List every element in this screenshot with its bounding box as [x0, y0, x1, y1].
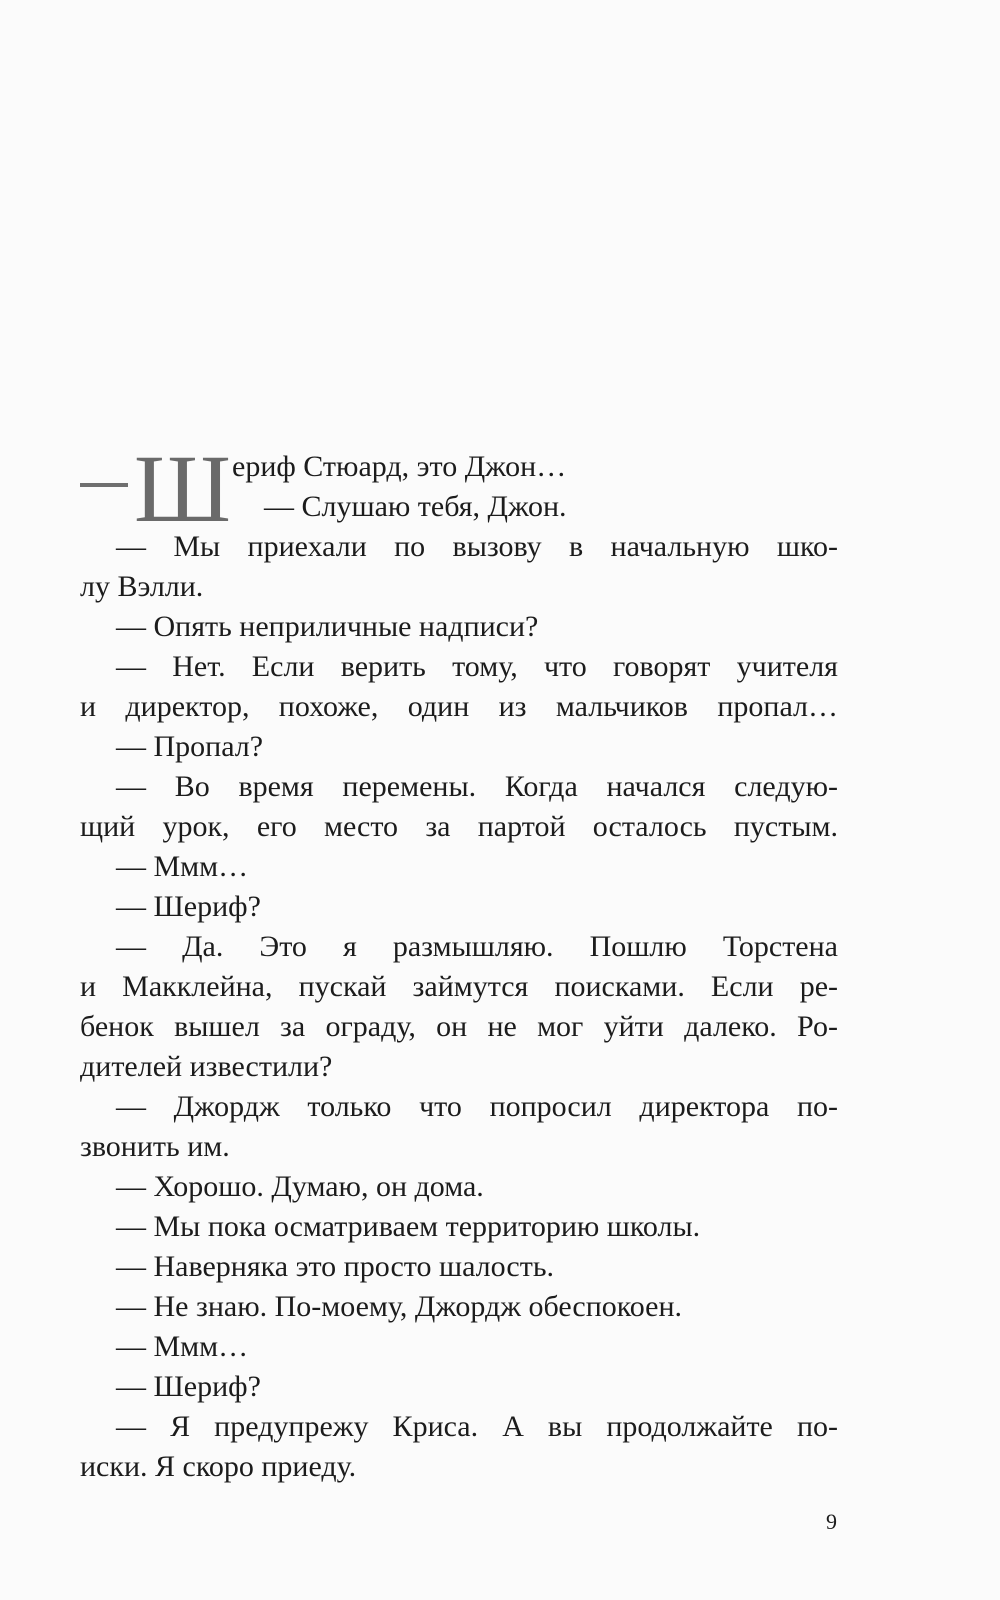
text-line: — Наверняка это просто шалость.	[116, 1250, 555, 1283]
text-line: — Ммм…	[116, 850, 249, 883]
text-line: и Макклейна, пускай займутся поисками. Если ре-	[80, 970, 838, 1003]
text-line: — Да. Это я размышляю. Пошлю Торстена	[116, 930, 838, 963]
text-line: лу Вэлли.	[80, 570, 204, 603]
text-line: иски. Я скоро приеду.	[80, 1450, 357, 1483]
text-line: ериф Стюард, это Джон…	[232, 450, 567, 483]
text-line: щий урок, его место за партой осталось пустым.	[80, 810, 838, 843]
text-line: бенок вышел за ограду, он не мог уйти далеко. Ро-	[80, 1010, 838, 1043]
text-line: — Не знаю. По-моему, Джордж обеспокоен.	[116, 1290, 683, 1323]
page-number: 9	[826, 1509, 837, 1534]
text-line: — Ммм…	[116, 1330, 249, 1363]
text-line: — Нет. Если верить тому, что говорят учителя	[116, 650, 838, 683]
dropcap-letter: Ш	[134, 435, 229, 542]
text-line: — Шериф?	[116, 1370, 261, 1403]
text-line: — Я предупрежу Криса. А вы продолжайте по-	[116, 1410, 838, 1443]
text-line: — Мы приехали по вызову в начальную шко-	[116, 530, 838, 563]
text-line: — Шериф?	[116, 890, 261, 923]
text-line: — Слушаю тебя, Джон.	[264, 490, 567, 523]
text-line: звонить им.	[80, 1130, 230, 1163]
text-line: и директор, похоже, один из мальчиков пропал…	[80, 690, 838, 723]
text-line: — Во время перемены. Когда начался следую-	[116, 770, 838, 803]
dialogue-text	[80, 435, 838, 1487]
text-line: — Опять неприличные надписи?	[116, 610, 539, 643]
text-line: дителей известили?	[80, 1050, 333, 1083]
text-line: — Хорошо. Думаю, он дома.	[116, 1170, 484, 1203]
text-line: — Джордж только что попросил директора по-	[116, 1090, 838, 1123]
text-line: — Пропал?	[116, 730, 264, 763]
text-line: — Мы пока осматриваем территорию школы.	[116, 1210, 701, 1243]
dropcap-dash	[80, 483, 128, 487]
